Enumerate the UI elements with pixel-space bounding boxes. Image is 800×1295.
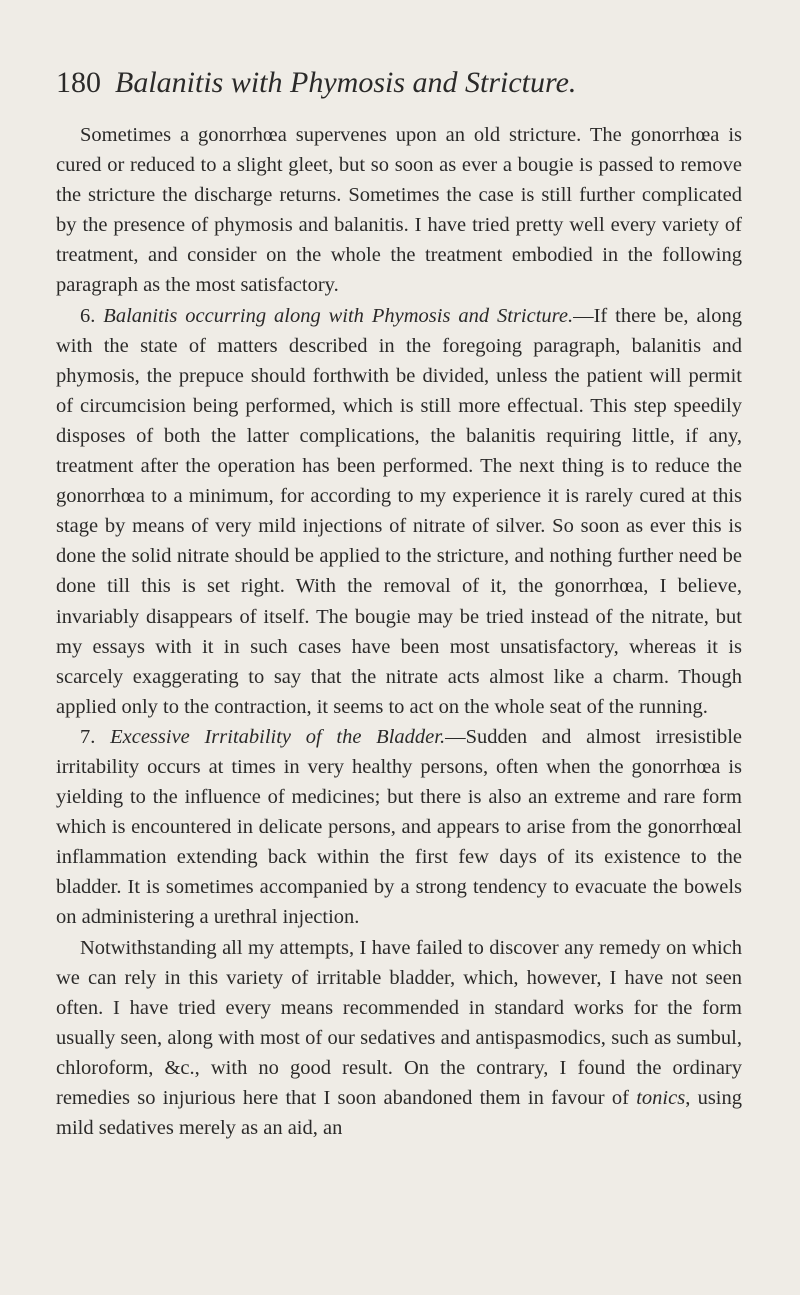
paragraph-1: Sometimes a gonorrhœa supervenes upon an old stricture. The gonorrhœa is cured or reduced to a slight gleet, but so soon as ever a bougie is passed to remove the stricture the discharge returns. Sometimes the case is still further complicated by the presence of phymosis and balanitis. I have tried pretty well every variety of treatment, and consider on the whole the treatment embodied in the following paragraph as the most satisfactory. <box>56 124 742 297</box>
paragraph-4-tail: , using mild sedatives merely as an aid, an <box>56 1087 743 1140</box>
paragraph-4-text: Notwithstanding all my attempts, I have failed to discover any remedy on which we can rely in this variety of irritable bladder, which, however, I have not seen often. I have tried every means recommended in standard works for the form usually seen, along with most of our sedatives and antispasmodics, such as sumbul, chloroform, &c., with no good result. On the contrary, I found the ordinary remedies so injurious here that I soon abandoned them in favour of <box>56 936 742 1109</box>
section-7-number: 7. <box>80 725 96 748</box>
section-7-paragraph <box>56 722 742 933</box>
page-header <box>56 66 742 100</box>
section-7-text: —Sudden and almost irresistible irritability occurs at times in very healthy persons, often when the gonorrhœa is yielding to the influence of medicines; but there is also an extreme and rare form which is encountered in delicate persons, and appears to arise from the gonorrhœal inflammation extending back within the first few days of its existence to the bladder. It is sometimes accompanied by a strong tendency to evacuate the bowels on administering a urethral injection. <box>56 725 743 929</box>
section-6-number: 6. <box>80 304 96 327</box>
page-number: 180 <box>56 66 101 99</box>
paragraph-4-italic: tonics <box>636 1087 686 1109</box>
paragraph-4 <box>56 933 742 1144</box>
running-title: Balanitis with Phymosis and Stricture. <box>115 66 577 99</box>
section-6-text: —If there be, along with the state of matters described in the foregoing paragraph, balanitis and phymosis, the prepuce should forthwith be divided, unless the patient will permit of circumcision being performed, which is still more effectual. This step speedily disposes of both the latter complications, the balanitis requiring little, if any, treatment after the operation has been performed. The next thing is to reduce the gonorrhœa to a minimum, for according to my experience it is rarely cured at this stage by means of very mild injections of nitrate of silver. So soon as ever this is done the solid nitrate should be applied to the stricture, and nothing further need be done till this is set right. With the removal of it, the gonorrhœa, I believe, invariably disappears of itself. The bougie may be tried instead of the nitrate, but my essays with it in such cases have been most unsatisfactory, whereas it is scarcely exaggerating to say that the nitrate acts almost like a charm. Though applied only to the contraction, it seems to act on the whole seat of the running. <box>56 304 742 718</box>
section-6-paragraph <box>56 301 742 722</box>
section-6-title: Balanitis occurring along with Phymosis and Stricture. <box>103 304 574 327</box>
section-7-title: Excessive Irritability of the Bladder. <box>110 725 446 748</box>
